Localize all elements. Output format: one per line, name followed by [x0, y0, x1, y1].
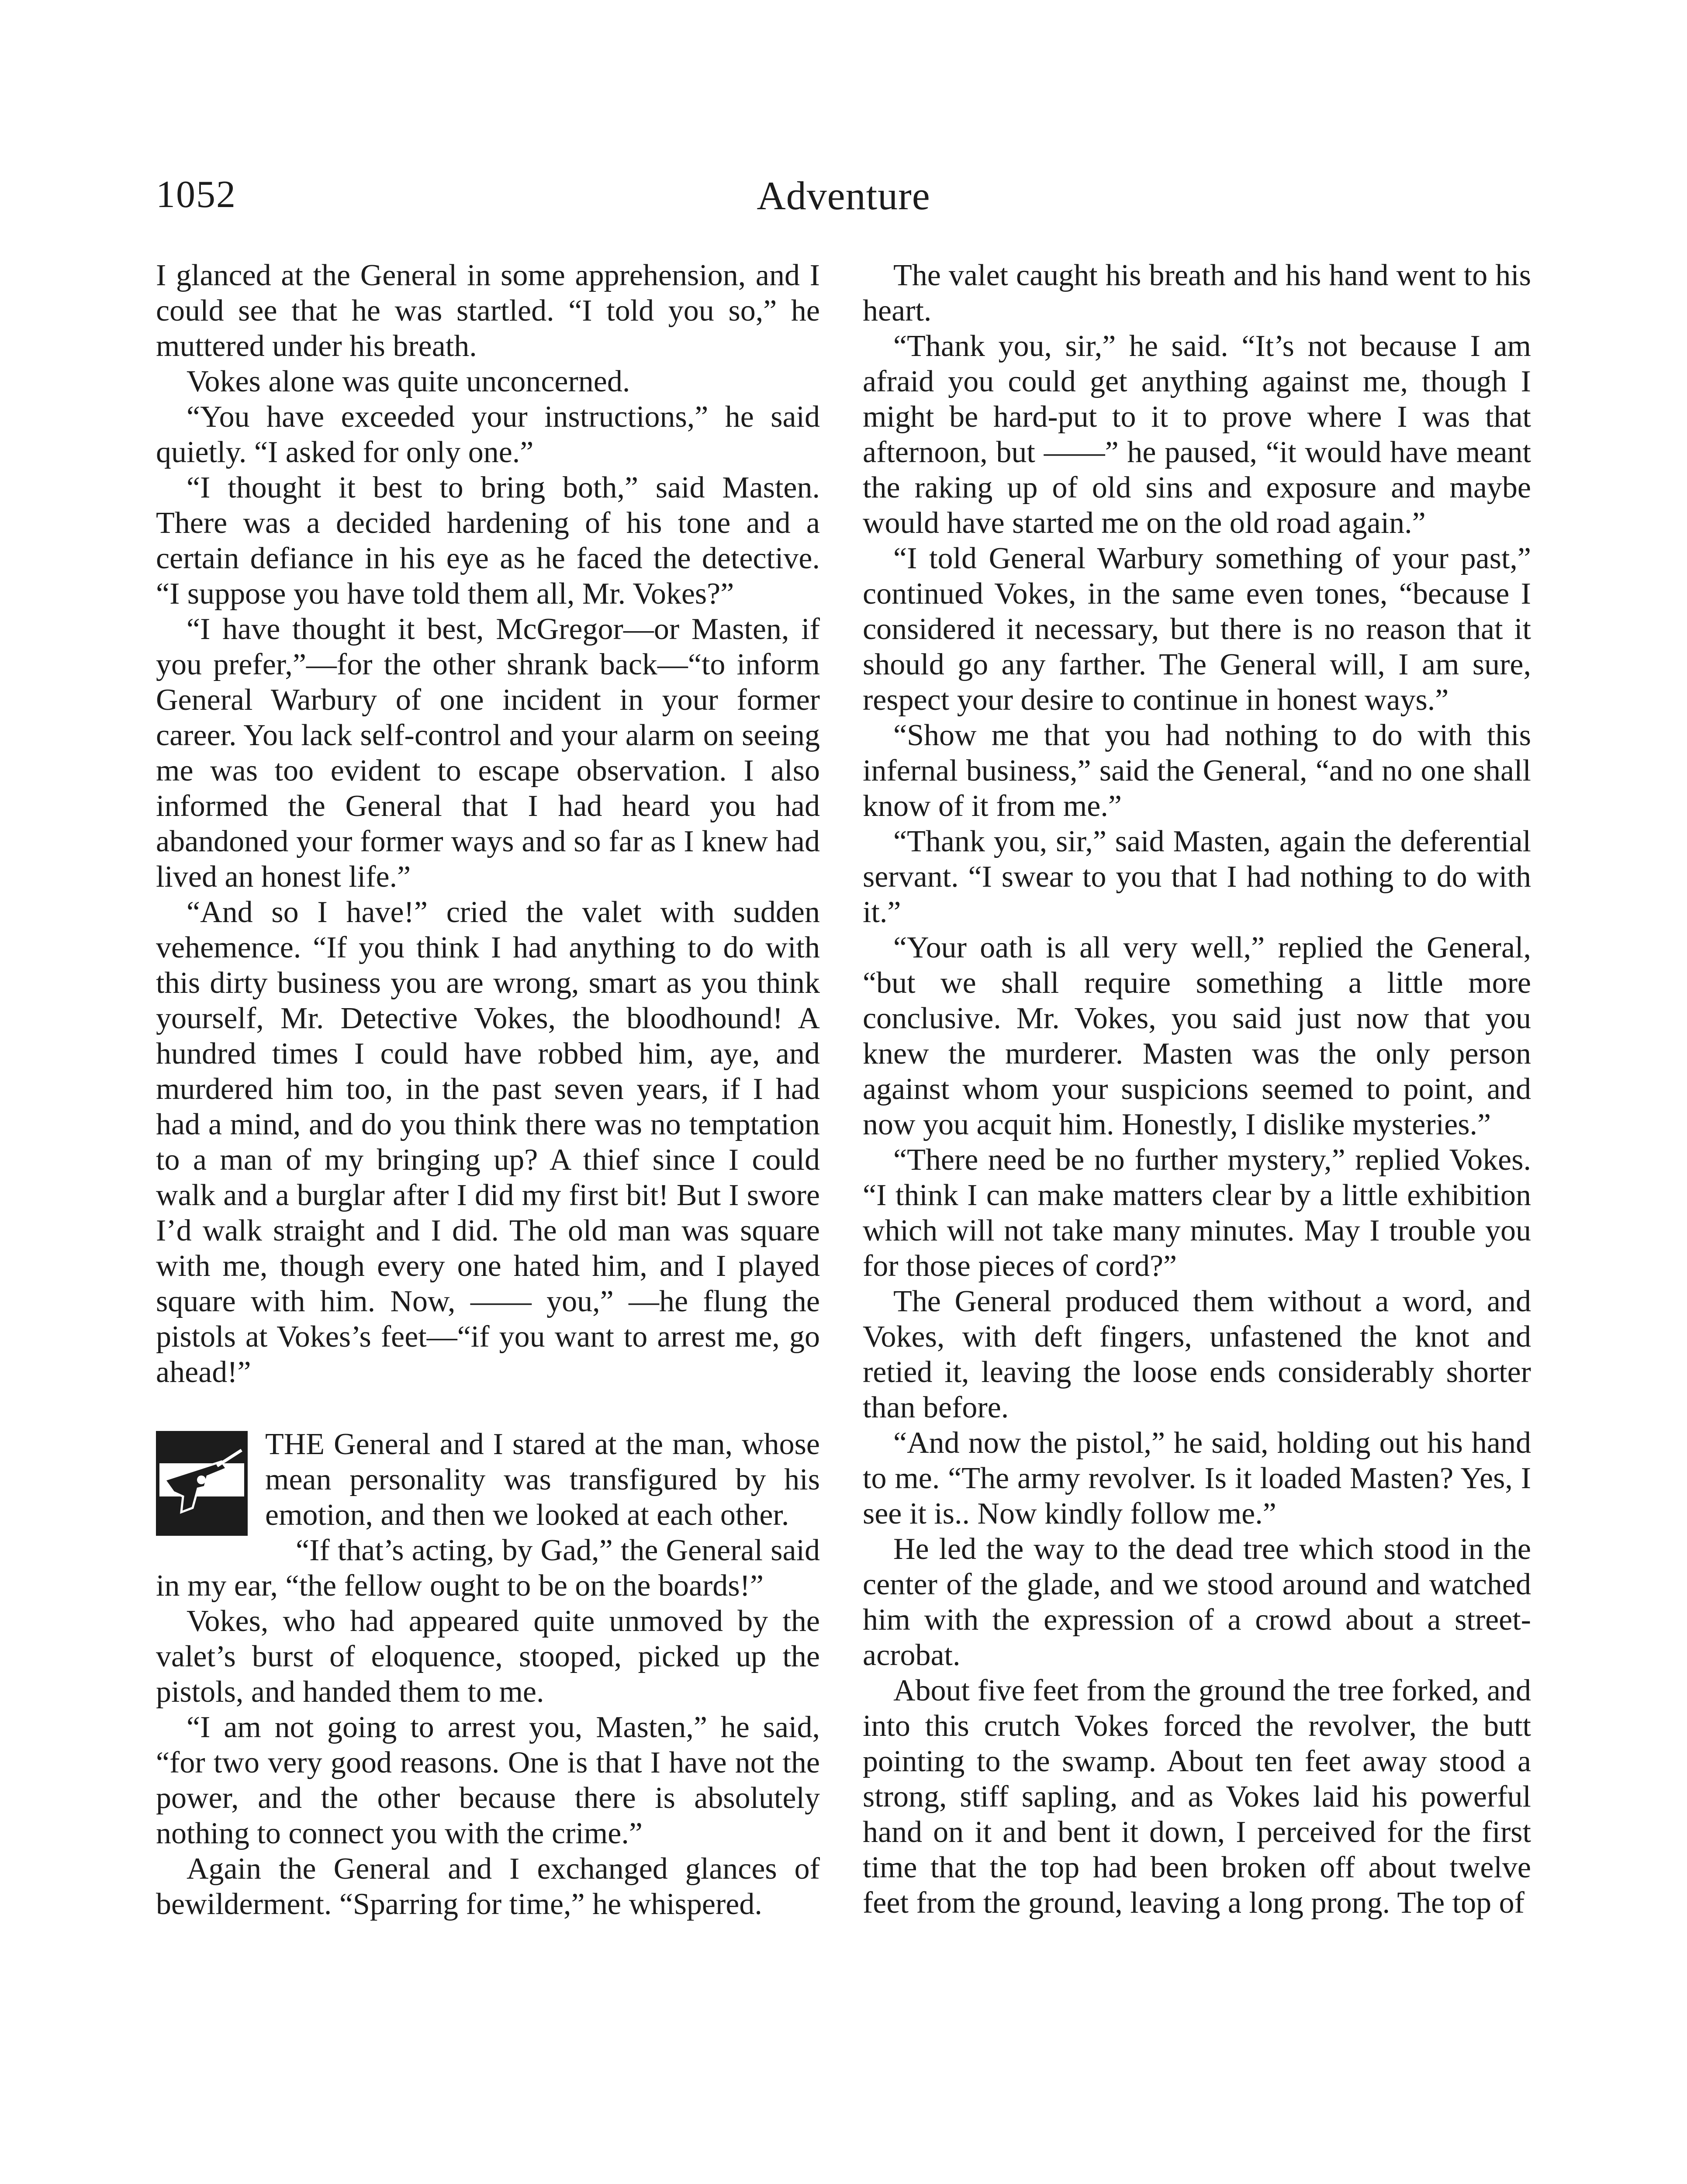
paragraph: “There need be no further mystery,” replied Vokes. “I think I can make matters clear by a little exhibition which will not take many minutes. May I trouble you for those pieces of cord?”	[863, 1143, 1531, 1283]
paragraph: Again the General and I exchanged glances of bewilderment. “Sparring for time,” he whispered.	[156, 1852, 820, 1921]
paragraph: The valet caught his breath and his hand went to his heart.	[863, 259, 1531, 328]
paragraph: I glanced at the General in some apprehension, and I could see that he was startled. “I told you so,” he muttered under his breath.	[156, 259, 820, 363]
paragraph: “I told General Warbury something of your past,” continued Vokes, in the same even tones, “because I considered it necessary, but there is no reason that it should go any farther. The General will, I am sure, respect your desire to continue in honest ways.”	[863, 542, 1531, 717]
paragraph: “Thank you, sir,” said Masten, again the deferential servant. “I swear to you that I had nothing to do with it.”	[863, 825, 1531, 929]
section-opening-paragraph: THE General and I stared at the man, whose mean personality was transfigured by his emotion, and then we looked at each other.	[265, 1427, 820, 1532]
paragraph: Vokes, who had appeared quite unmoved by the valet’s burst of eloquence, stooped, picked up the pistols, and handed them to me.	[156, 1604, 820, 1709]
paragraph: He led the way to the dead tree which stood in the center of the glade, and we stood around and watched him with the expression of a crowd about a street-acrobat.	[863, 1532, 1531, 1672]
paragraph: “I have thought it best, McGregor—or Masten, if you prefer,”—for the other shrank back—“to inform General Warbury of one incident in your former career. You lack self-control and your alarm on seeing me was too evident to escape observation. I also informed the General that I had heard you had abandoned your former ways and so far as I knew had lived an honest life.”	[156, 612, 820, 894]
paragraph: “I am not going to arrest you, Masten,” he said, “for two very good reasons. One is that I have not the power, and the other because there is absolutely nothing to connect you with the crime.”	[156, 1711, 820, 1850]
paragraph: “You have exceeded your instructions,” he said quietly. “I asked for only one.”	[156, 400, 820, 469]
section-break	[156, 1427, 820, 1533]
left-column	[156, 258, 820, 1922]
paragraph: “And so I have!” cried the valet with sudden vehemence. “If you think I had anything to do with this dirty business you are wrong, smart as you think yourself, Mr. Detective Vokes, the bloodhound! A hundred times I could have robbed him, aye, and murdered him too, in the past seven years, if I had had a mind, and do you think there was no temptation to a man of my bringing up? A thief since I could walk and a burglar after I did my first bit! But I swore I’d walk straight and I did. The old man was square with me, though every one hated him, and I played square with him. Now, —— you,” —he flung the pistols at Vokes’s feet—“if you want to arrest me, go ahead!”	[156, 895, 820, 1389]
page-number: 1052	[156, 173, 236, 216]
paragraph: “Thank you, sir,” he said. “It’s not because I am afraid you could get anything against me, though I might be hard-put to it to prove where I was that afternoon, but ——” he paused, “it would have meant the raking up of old sins and exposure and maybe would have started me on the old road again.”	[863, 329, 1531, 540]
paragraph: “And now the pistol,” he said, holding out his hand to me. “The army revolver. Is it loaded Masten? Yes, I see it is.. Now kindly follow me.”	[863, 1426, 1531, 1531]
magazine-title: Adventure	[757, 173, 930, 218]
paragraph: About five feet from the ground the tree forked, and into this crutch Vokes forced the revolver, the butt pointing to the swamp. About ten feet away stood a strong, stiff sapling, and as Vokes laid his powerful hand on it and bent it down, I perceived for the first time that the top had been broken off about twelve feet from the ground, leaving a long prong. The top of	[863, 1674, 1531, 1920]
paragraph: “If that’s acting, by Gad,” the General said in my ear, “the fellow ought to be on the boards!”	[156, 1534, 820, 1603]
paragraph: “Show me that you had nothing to do with this infernal business,” said the General, “and no one shall know of it from me.”	[863, 719, 1531, 823]
revolver-icon	[156, 1431, 248, 1536]
paragraph: Vokes alone was quite unconcerned.	[187, 365, 630, 398]
paragraph: “Your oath is all very well,” replied the General, “but we shall require something a little more conclusive. Mr. Vokes, you said just now that you knew the murderer. Masten was the only person against whom your suspicions seemed to point, and now you acquit him. Honestly, I dislike mysteries.”	[863, 931, 1531, 1141]
paragraph: The General produced them without a word, and Vokes, with deft fingers, unfastened the knot and retied it, leaving the loose ends considerably shorter than before.	[863, 1285, 1531, 1424]
paragraph: “I thought it best to bring both,” said Masten. There was a decided hardening of his tone and a certain defiance in his eye as he faced the detective. “I suppose you have told them all, Mr. Vokes?”	[156, 471, 820, 611]
right-column	[863, 258, 1531, 1921]
